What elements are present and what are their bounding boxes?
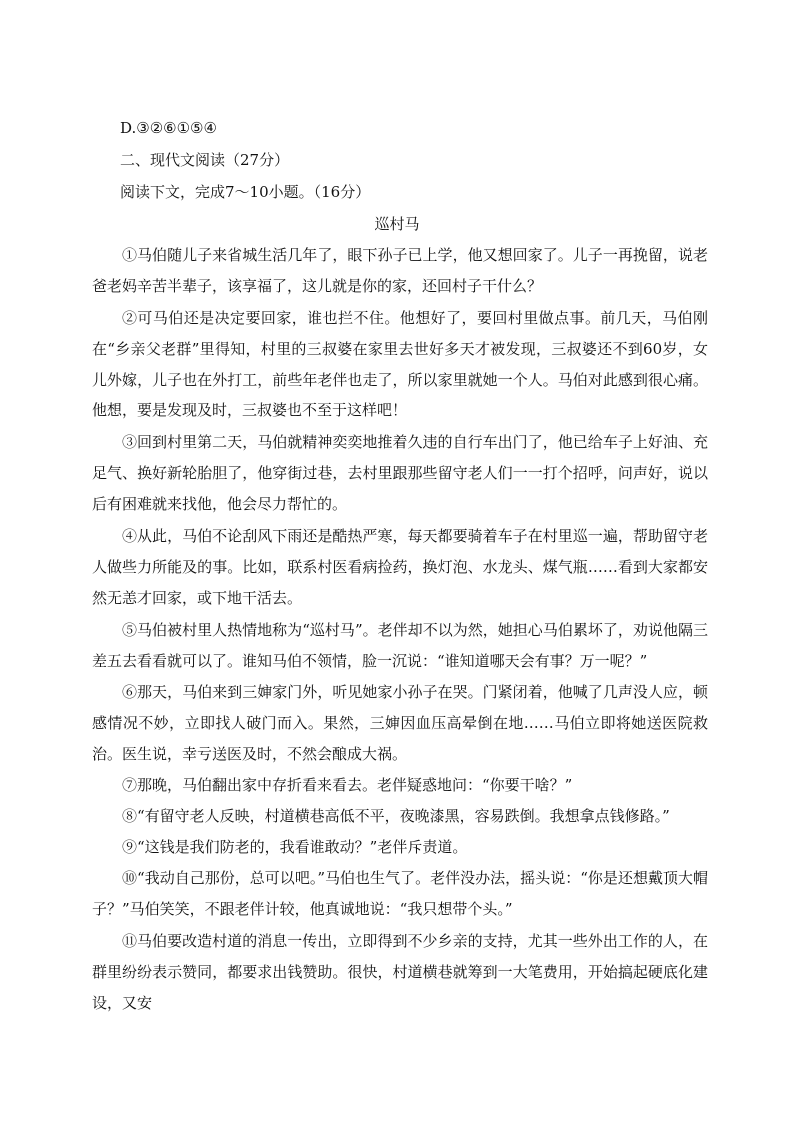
- article-paragraph-2: ②可马伯还是决定要回家，谁也拦不住。他想好了，要回村里做点事。前几天，马伯刚在“乡亲父老群”里得知，村里的三叔婆在家里去世好多天才被发现，三叔婆还不到60岁，女儿外嫁，儿子也在外打工，前些年老伴也走了，所以家里就她一个人。马伯对此感到很心痛。他想，要是发现及时，三叔婆也不至于这样吧！: [92, 309, 708, 420]
- reading-instruction: 阅读下文，完成7～10小题。（16分）: [120, 183, 371, 201]
- article-paragraph-9: ⑨“这钱是我们防老的，我看谁敢动？”老伴斥责道。: [122, 838, 468, 856]
- article-paragraph-10: ⑩“我动自己那份，总可以吧。”马伯也生气了。老伴没办法，摇头说：“你是还想戴顶大帽子？”马伯笑笑，不跟老伴计较，他真诚地说：“我只想带个头。”: [92, 869, 708, 918]
- option-d: D.③②⑥①⑤④: [120, 119, 217, 137]
- article-paragraph-7: ⑦那晚，马伯翻出家中存折看来看去。老伴疑惑地问：“你要干啥？”: [122, 776, 573, 794]
- article-paragraph-6: ⑥那天，马伯来到三婶家门外，听见她家小孙子在哭。门紧闭着，他喊了几声没人应，顿感情况不妙，立即找人破门而入。果然，三婶因血压高晕倒在地……马伯立即将她送医院救治。医生说，幸亏送医及时，不然会酿成大祸。: [92, 683, 708, 763]
- article-paragraph-1: ①马伯随儿子来省城生活几年了，眼下孙子已上学，他又想回家了。儿子一再挽留，说老爸老妈辛苦半辈子，该享福了，这儿就是你的家，还回村子干什么？: [92, 246, 708, 295]
- article-paragraph-3: ③回到村里第二天，马伯就精神奕奕地推着久违的自行车出门了，他已给车子上好油、充足气、换好新轮胎胆了，他穿街过巷，去村里跟那些留守老人们一一打个招呼，问声好，说以后有困难就来找他，他会尽力帮忙的。: [92, 433, 708, 513]
- article-paragraph-5: ⑤马伯被村里人热情地称为“巡村马”。老伴却不以为然，她担心马伯累坏了，劝说他隔三差五去看看就可以了。谁知马伯不领情，脸一沉说：“谁知道哪天会有事？万一呢？”: [92, 621, 708, 670]
- article-title: 巡村马: [374, 215, 420, 233]
- article-paragraph-11: ⑪马伯要改造村道的消息一传出，立即得到不少乡亲的支持，尤其一些外出工作的人，在群里纷纷表示赞同，都要求出钱赞助。很快，村道横巷就筹到一大笔费用，开始搞起硬底化建设，又安: [92, 932, 708, 1012]
- section-heading: 二、现代文阅读（27分）: [120, 151, 290, 169]
- article-paragraph-4: ④从此，马伯不论刮风下雨还是酷热严寒，每天都要骑着车子在村里巡一遍，帮助留守老人做些力所能及的事。比如，联系村医看病捡药，换灯泡、水龙头、煤气瓶……看到大家都安然无恙才回家，或下地干活去。: [92, 527, 708, 607]
- article-paragraph-8: ⑧“有留守老人反映，村道横巷高低不平，夜晚漆黑，容易跌倒。我想拿点钱修路。”: [122, 807, 670, 825]
